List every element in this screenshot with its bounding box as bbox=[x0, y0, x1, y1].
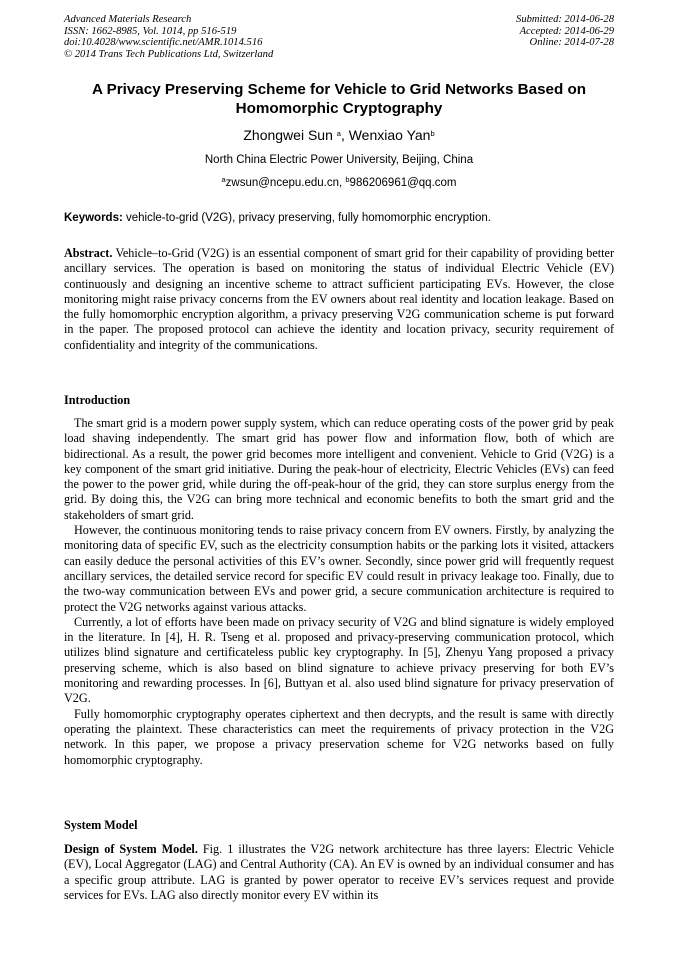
abstract-label: Abstract. bbox=[64, 246, 113, 260]
email-separator: , bbox=[338, 177, 346, 189]
author-affil-mark: b bbox=[430, 129, 435, 138]
journal-doi: doi:10.4028/www.scientific.net/AMR.1014.516 bbox=[64, 37, 263, 49]
email-address[interactable]: 986206961@qq.com bbox=[349, 177, 457, 189]
paragraph: Fully homomorphic cryptography operates ciphertext and then decrypts, and the result is same with directly operating the plaintext. These characteristics can meet the requirements of privacy protection in the V2G network. In this paper, we propose a privacy preservation scheme for V2G networks based on fully homomorphic cryptography. bbox=[64, 706, 614, 767]
author-separator: , bbox=[340, 127, 349, 143]
section-heading-introduction: Introduction bbox=[64, 393, 131, 407]
system-model-body bbox=[64, 842, 614, 903]
email-mark: a bbox=[221, 175, 226, 184]
paper-title: A Privacy Preserving Scheme for Vehicle to Grid Networks Based on Homomorphic Cryptography bbox=[91, 81, 587, 117]
introduction-body bbox=[64, 416, 614, 768]
paragraph: However, the continuous monitoring tends to raise privacy concern from EV owners. Firstly, by analyzing the monitoring data of specific EV, such as the electricity consumption habits or the parking lots it visited, attackers can easily deduce the personal activities of this EV’s owner. Secondly, since power grid will frequently request ancillary services, the detailed service record for specific EV could result in privacy leakage too. Finally, due to the two-way communication between EVs and power grid, a secure communication architecture is required to protect the V2G networks against various attacks. bbox=[64, 523, 614, 614]
email-line bbox=[64, 176, 614, 190]
subsection-label: Design of System Model. bbox=[64, 842, 198, 856]
journal-copyright: © 2014 Trans Tech Publications Ltd, Switzerland bbox=[64, 48, 274, 60]
journal-issn: ISSN: 1662-8985, Vol. 1014, pp 516-519 bbox=[64, 25, 237, 37]
date-accepted: Accepted: 2014-06-29 bbox=[519, 25, 614, 37]
email-mark: b bbox=[345, 175, 350, 184]
author-affil-mark: a bbox=[336, 129, 341, 138]
section-heading-system-model: System Model bbox=[64, 818, 138, 832]
subsection-text: Fig. 1 illustrates the V2G network architecture has three layers: Electric Vehicle (EV), Local Aggregator (LAG) and Central Authority (CA). An EV is owned by an individual consumer and has a specific group attribute. LAG is granted by power operator to receive EV’s services request and provide services for EVs. LAG also directly monitor every EV within its bbox=[64, 842, 614, 902]
keywords-text: vehicle-to-grid (V2G), privacy preserving, fully homomorphic encryption. bbox=[122, 212, 491, 224]
author-name: Zhongwei Sun bbox=[243, 127, 333, 143]
affiliation: North China Electric Power University, Beijing, China bbox=[204, 154, 474, 166]
abstract bbox=[64, 246, 614, 353]
email-address[interactable]: zwsun@ncepu.edu.cn bbox=[225, 177, 339, 189]
keywords bbox=[64, 211, 614, 225]
paragraph: Currently, a lot of efforts have been made on privacy security of V2G and blind signature is widely employed in the literature. In [4], H. R. Tseng et al. proposed and privacy-preserving communication protocol, which utilizes blind signature and certificateless public key cryptography. In [5], Zhenyu Yang proposed a privacy preserving scheme, which is also based on blind signature to achieve privacy preserving for both EV’s monitoring and rewarding processes. In [6], Buttyan et al. also used blind signature for privacy preservation of V2G. bbox=[64, 614, 614, 706]
paragraph: The smart grid is a modern power supply system, which can reduce operating costs of the power grid by peak load shaving independently. The smart grid has power flow and information flow, both of which are bidirectional. As a result, the power grid becomes more intelligent and convenient. Vehicle to Grid (V2G) is a key component of the smart grid initiative. During the peak-hour of electricity, Electric Vehicles (EVs) can feed the power to the power grid, while during the off-peak-hour of the grid, they can store surplus energy from the grid. By doing this, the V2G can bring more technical and economic benefits to both the smart grid and the stakeholders of smart grid. bbox=[64, 416, 614, 522]
publication-dates bbox=[516, 14, 614, 49]
keywords-label: Keywords: bbox=[64, 212, 123, 224]
journal-info bbox=[64, 14, 273, 60]
author-line bbox=[64, 126, 614, 144]
author-name: Wenxiao Yan bbox=[348, 127, 431, 143]
date-submitted: Submitted: 2014-06-28 bbox=[516, 14, 614, 25]
date-online: Online: 2014-07-28 bbox=[529, 37, 614, 49]
abstract-text: Vehicle–to-Grid (V2G) is an essential component of smart grid for their capability of providing better ancillary services. The operation is based on monitoring the status of individual Electric Vehicle (EV) continuously and designing an incentive scheme to attract sufficient participating EVs. However, the close monitoring might raise privacy concerns from the EV owners about real identity and location leakage. Based on the fully homomorphic encryption algorithm, a privacy preserving V2G communication scheme is put forward in the paper. The proposed protocol can achieve the identity and location privacy, security requirement of confidentiality and integrity of the communications. bbox=[64, 246, 614, 352]
journal-name: Advanced Materials Research bbox=[64, 14, 192, 25]
